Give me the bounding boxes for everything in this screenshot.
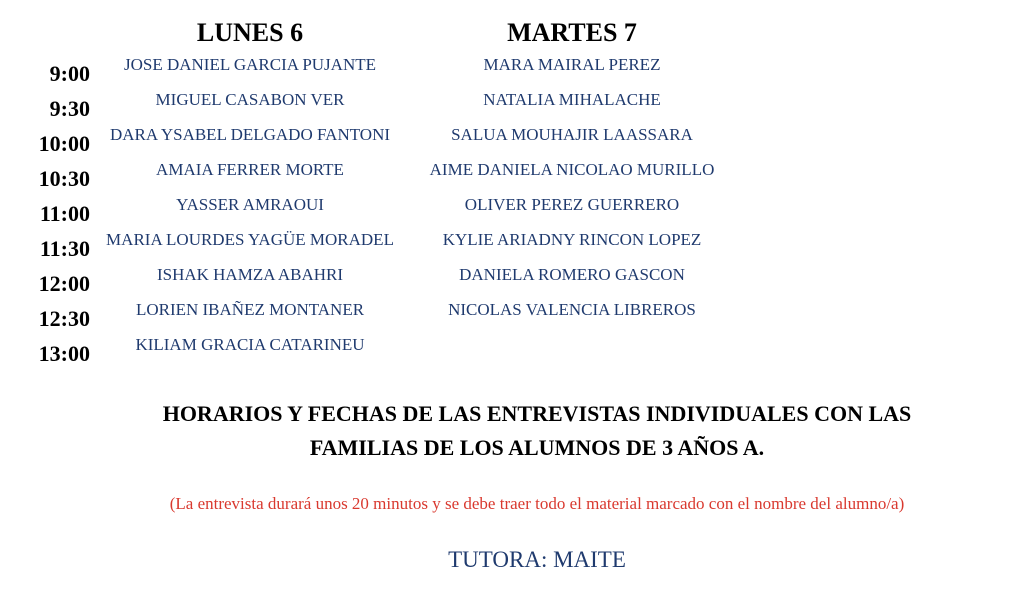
time-slot: 10:30 (38, 166, 90, 191)
student-name: KYLIE ARIADNY RINCON LOPEZ (442, 230, 702, 249)
student-name: ISHAK HAMZA ABAHRI (156, 265, 344, 284)
time-slot: 10:00 (38, 131, 90, 156)
time-slot: 13:00 (38, 341, 90, 366)
student-name: NATALIA MIHALACHE (483, 90, 661, 109)
student-name: YASSER AMRAOUI (176, 195, 324, 214)
document-title (52, 397, 1022, 465)
time-slot: 12:00 (38, 271, 90, 296)
martes-name-column (402, 47, 742, 327)
student-name: MARA MAIRAL PEREZ (483, 55, 661, 74)
student-name: MIGUEL CASABON VER (155, 90, 345, 109)
student-name: NICOLAS VALENCIA LIBREROS (448, 300, 696, 319)
tutor-label: TUTORA: MAITE (448, 547, 626, 572)
time-slot: 12:30 (38, 306, 90, 331)
student-name: SALUA MOUHAJIR LAASSARA (451, 125, 693, 144)
student-name: JOSE DANIEL GARCIA PUJANTE (123, 55, 376, 74)
student-name: AMAIA FERRER MORTE (156, 160, 344, 179)
student-name: MARIA LOURDES YAGÜE MORADEL (106, 230, 394, 249)
lunes-name-column (82, 47, 418, 362)
title-line: HORARIOS Y FECHAS DE LAS ENTREVISTAS INDIVIDUALES CON LAS (162, 401, 912, 426)
time-slot: 11:30 (39, 236, 90, 261)
time-slot: 11:00 (39, 201, 90, 226)
student-name: AIME DANIELA NICOLAO MURILLO (429, 160, 715, 179)
student-name: OLIVER PEREZ GUERRERO (464, 195, 680, 214)
student-name: DARA YSABEL DELGADO FANTONI (109, 125, 391, 144)
student-name: KILIAM GRACIA CATARINEU (135, 335, 365, 354)
student-name: DANIELA ROMERO GASCON (459, 265, 685, 284)
title-line: FAMILIAS DE LOS ALUMNOS DE 3 AÑOS A. (309, 435, 765, 460)
day-header-lunes: LUNES 6 (196, 18, 304, 47)
day-header-martes: MARTES 7 (507, 18, 637, 47)
time-slot: 9:00 (49, 61, 90, 86)
interview-note: (La entrevista durará unos 20 minutos y se debe traer todo el material marcado con el nombre del alumno/a) (169, 494, 905, 513)
time-column (18, 56, 90, 371)
student-name: LORIEN IBAÑEZ MONTANER (135, 300, 365, 319)
time-slot: 9:30 (49, 96, 90, 121)
